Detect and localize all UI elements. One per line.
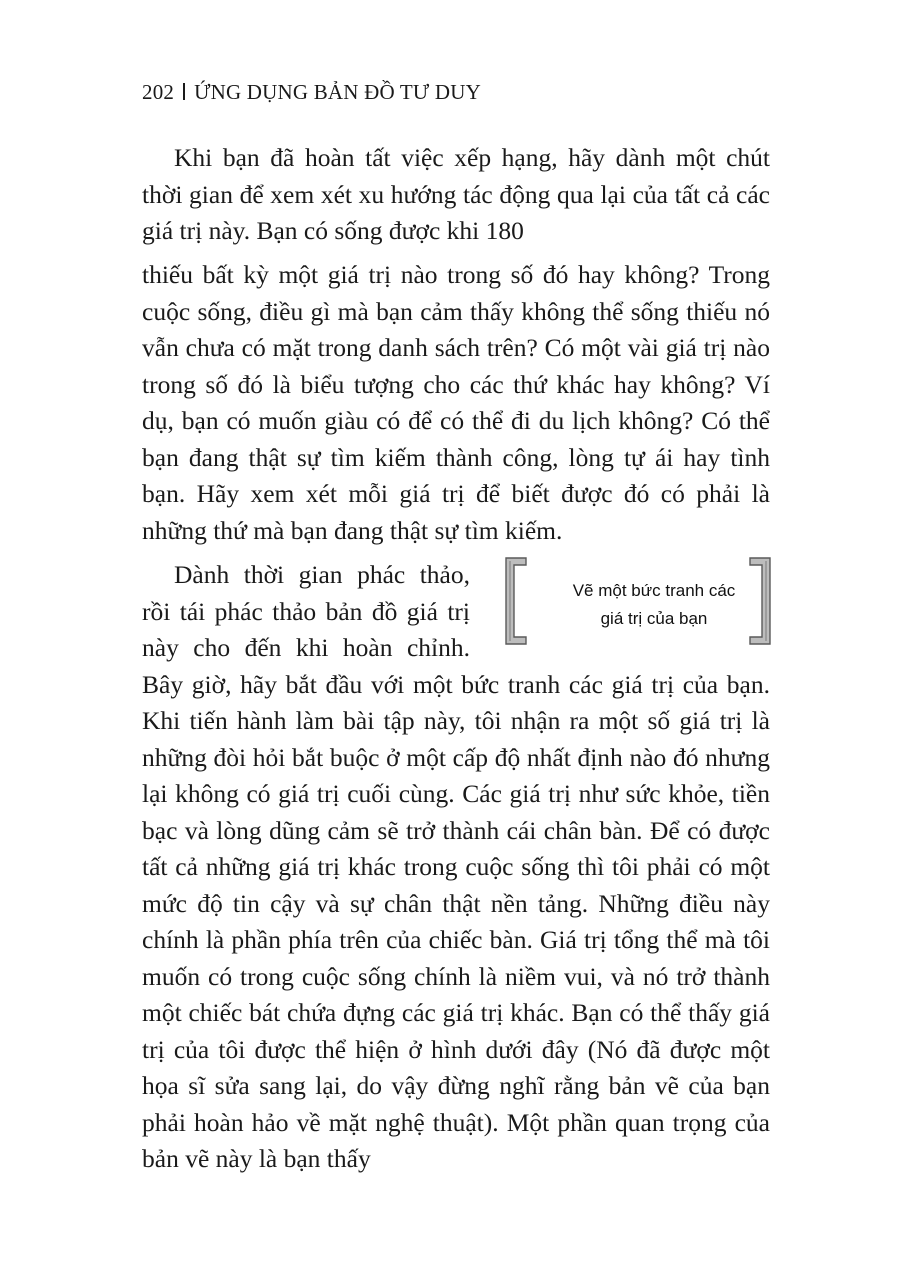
paragraph-1: Khi bạn đã hoàn tất việc xếp hạng, hãy dành một chút thời gian để xem xét xu hướng tác động qua lại của tất cả các giá trị này. Bạn có sống được khi 180 <box>142 143 770 245</box>
header-separator <box>183 83 185 100</box>
callout-line-1: Vẽ một bức tranh các <box>572 581 736 600</box>
paragraph-2: thiếu bất kỳ một giá trị nào trong số đó hay không? Trong cuộc sống, điều gì mà bạn cảm thấy không thể sống thiếu nó vẫn chưa có mặt trong danh sách trên? Có một vài giá trị nào trong số đó là biểu tượng cho các thứ khác hay không? Ví dụ, bạn có muốn giàu có để có thể đi du lịch không? Có thể bạn đang thật sự tìm kiếm thành công, lòng tự ái hay tình bạn. Hãy xem xét mỗi giá trị để biết được đó có phải là những thứ mà bạn đang thật sự tìm kiếm. <box>142 260 770 545</box>
pull-quote-box <box>504 557 772 645</box>
book-title: ỨNG DỤNG BẢN ĐỒ TƯ DUY <box>194 80 481 104</box>
page-number: 202 <box>142 80 175 104</box>
paragraph-3-text: Dành thời gian phác thảo, rồi tái phác thảo bản đồ giá trị này cho đến khi hoàn chỉnh. Bây giờ, hãy bắt đầu với một bức tranh các giá trị của bạn. Khi tiến hành làm bài tập này, tôi nhận ra một số giá trị là những đòi hỏi bắt buộc ở một cấp độ nhất định nào đó nhưng lại không có giá trị cuối cùng. Các giá trị như sức khỏe, tiền bạc và lòng dũng cảm sẽ trở thành cái chân bàn. Để có được tất cả những giá trị khác trong cuộc sống thì tôi phải có một mức độ tin cậy và sự chân thật nền tảng. Những điều này chính là phần phía trên của chiếc bàn. Giá trị tổng thể mà tôi muốn có trong cuộc sống chính là niềm vui, và nó trở thành một chiếc bát chứa đựng các giá trị khác. Bạn có thể thấy giá trị của tôi được thể hiện ở hình dưới đây (Nó đã được một họa sĩ sửa sang lại, do vậy đừng nghĩ rằng bản vẽ của bạn phải hoàn hảo về mặt nghệ thuật). Một phần quan trọng của bản vẽ này là bạn thấy <box>142 560 770 1173</box>
callout-line-2: giá trị của bạn <box>600 609 708 628</box>
paragraph-3 <box>142 557 770 1178</box>
callout-float <box>490 557 770 645</box>
callout-text <box>524 577 752 633</box>
running-header <box>142 80 481 105</box>
